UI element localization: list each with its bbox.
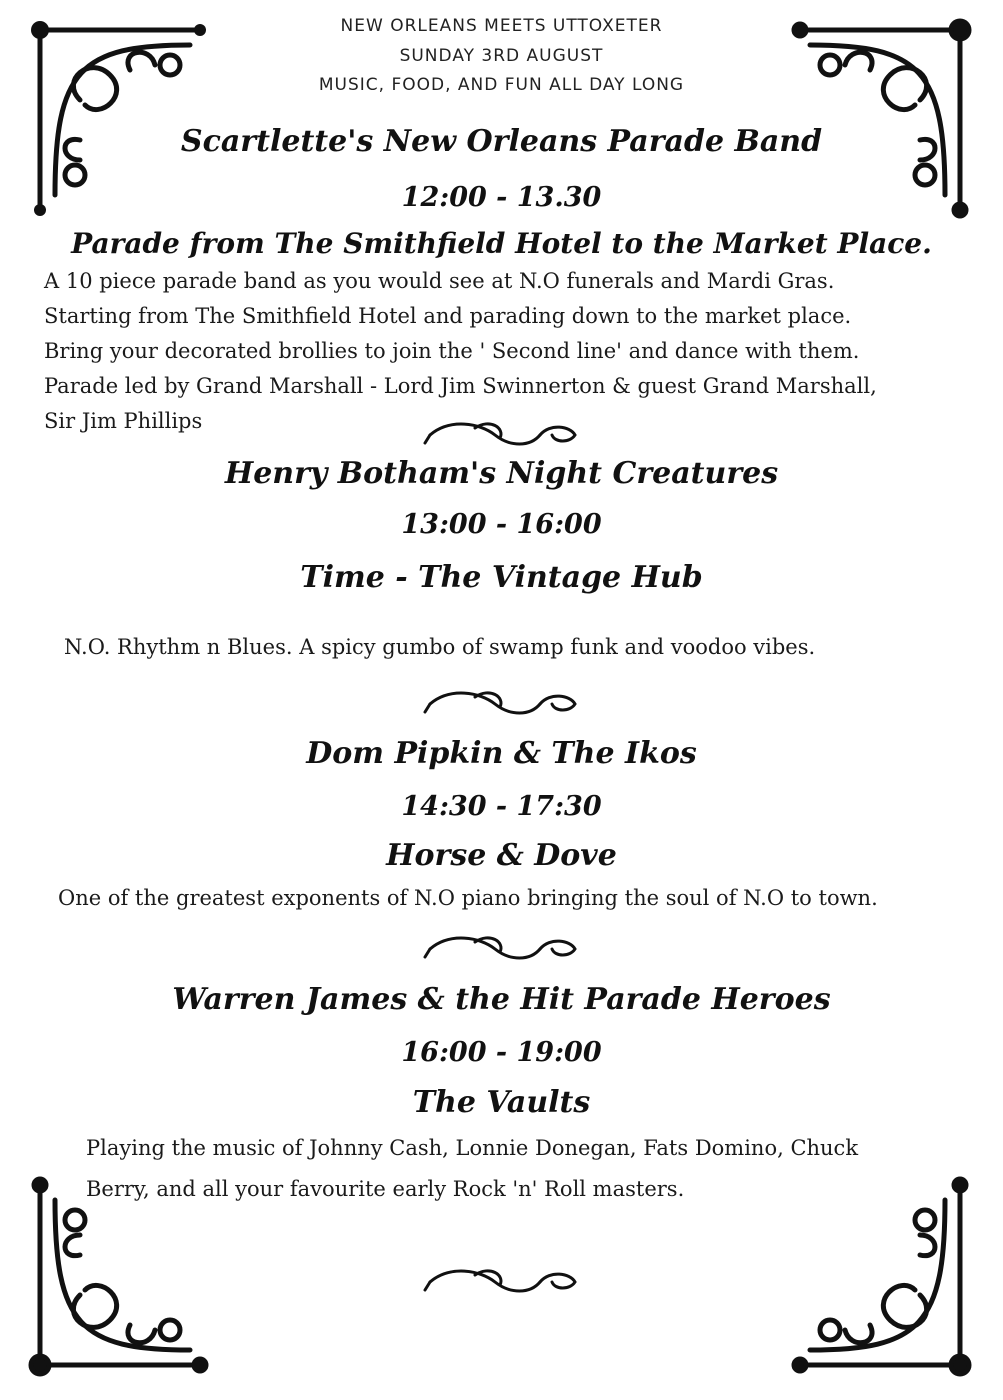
act-4-title: Warren James & the Hit Parade Heroes (172, 982, 831, 1017)
flourish-divider-icon (420, 418, 590, 452)
act-1-description-line: A 10 piece parade band as you would see at N.O funerals and Mardi Gras. (44, 269, 835, 293)
act-1-title: Scartlette's New Orleans Parade Band (180, 124, 823, 159)
act-2-description (64, 630, 984, 665)
act-1-description-line: Sir Jim Phillips (44, 409, 203, 433)
act-2-title: Henry Botham's Night Creatures (224, 456, 779, 491)
act-1-description-line: Bring your decorated brollies to join the ' Second line' and dance with them. (44, 339, 860, 363)
act-4-description-line: Playing the music of Johnny Cash, Lonnie Donegan, Fats Domino, Chuck (86, 1136, 859, 1160)
flourish-divider-icon (420, 932, 590, 966)
header-line-date: SUNDAY 3RD AUGUST (399, 46, 604, 66)
act-4-description-line: Berry, and all your favourite early Rock 'n' Roll masters. (86, 1177, 685, 1201)
act-2-venue: Time - The Vintage Hub (300, 560, 703, 595)
header-line-event: NEW ORLEANS MEETS UTTOXETER (340, 16, 663, 36)
header-line-tagline: MUSIC, FOOD, AND FUN ALL DAY LONG (318, 75, 685, 95)
act-3-description-line: One of the greatest exponents of N.O piano bringing the soul of N.O to town. (58, 886, 878, 910)
act-1-description-line: Parade led by Grand Marshall - Lord Jim Swinnerton & guest Grand Marshall, (44, 374, 877, 398)
act-3-title: Dom Pipkin & The Ikos (306, 736, 697, 771)
act-1-description (44, 264, 999, 439)
act-1-time: 12:00 - 13.30 (401, 182, 602, 213)
act-4-venue: The Vaults (412, 1085, 591, 1120)
flourish-divider-icon (420, 1265, 590, 1299)
act-1-description-line: Starting from The Smithfield Hotel and parading down to the market place. (44, 304, 852, 328)
act-3-time: 14:30 - 17:30 (401, 791, 602, 822)
act-4-time: 16:00 - 19:00 (401, 1037, 602, 1068)
act-2-description-line: N.O. Rhythm n Blues. A spicy gumbo of swamp funk and voodoo vibes. (64, 635, 816, 659)
act-3-description (58, 881, 993, 916)
act-3-venue: Horse & Dove (386, 838, 617, 873)
flourish-divider-icon (420, 687, 590, 721)
act-4-description (86, 1128, 986, 1210)
act-1-venue: Parade from The Smithfield Hotel to the Market Place. (71, 227, 932, 260)
act-2-time: 13:00 - 16:00 (401, 509, 602, 540)
